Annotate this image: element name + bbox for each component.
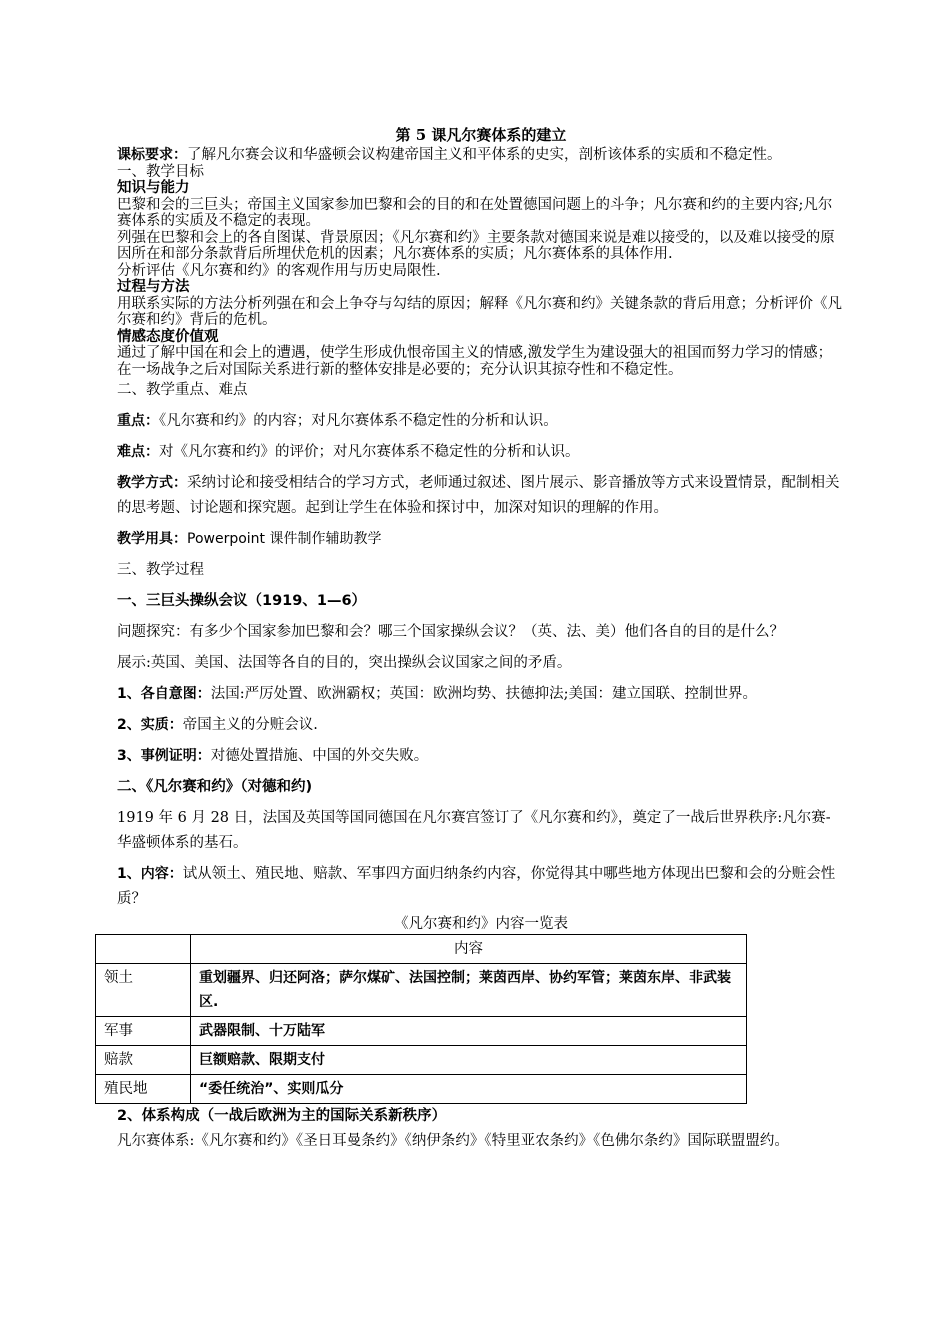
- table-cell-content: 重划疆界、归还阿洛；萨尔煤矿、法国控制；莱茵西岸、协约军管；莱茵东岸、非武装区.: [191, 964, 747, 1017]
- evidence-item: [117, 744, 845, 769]
- text: Powerpoint 课件制作辅助教学: [187, 531, 382, 547]
- table-cell-content: 武器限制、十万陆军: [191, 1017, 747, 1046]
- content-question: [117, 862, 845, 912]
- part-heading: 2、体系构成（一战后欧洲为主的国际关系新秩序）: [117, 1108, 447, 1124]
- key-point: [117, 409, 845, 434]
- section-heading: 一、教学目标: [117, 163, 204, 180]
- paragraph: 巴黎和会的三巨头；帝国主义国家参加巴黎和会的目的和在处置德国问题上的斗争；凡尔赛和约的主要内容;凡尔赛体系的实质及不稳定的表现。: [117, 196, 833, 229]
- table-caption: 《凡尔赛和约》内容一览表: [394, 916, 568, 932]
- question: 问题探究：有多少个国家参加巴黎和会？哪三个国家操纵会议？（英、法、美）他们各自的目的是什么？: [117, 624, 784, 640]
- table-cell-category: 军事: [96, 1017, 191, 1046]
- label: 教学用具：: [117, 531, 187, 547]
- table-header-cell: [96, 935, 191, 964]
- page-title: 第 5 课凡尔赛体系的建立: [395, 126, 567, 144]
- paragraph: 展示:英国、美国、法国等各自的目的，突出操纵会议国家之间的矛盾。: [117, 655, 572, 671]
- paragraph: 用联系实际的方法分析列强在和会上争夺与勾结的原因；解释《凡尔赛和约》关键条款的背后用意；分析评价《凡尔赛和约》背后的危机。: [117, 295, 842, 328]
- text: 对德处置措施、中国的外交失败。: [210, 748, 429, 764]
- treaty-content-table: [95, 934, 747, 1104]
- label: 2、实质：: [117, 717, 183, 733]
- text: 帝国主义的分赃会议.: [182, 717, 318, 733]
- text: 法国:严厉处置、欧洲霸权；英国：欧洲均势、扶德抑法;美国：建立国联、控制世界。: [210, 686, 758, 702]
- system-block: [117, 1104, 845, 1154]
- table-header-row: [96, 935, 747, 964]
- paragraph: 凡尔赛体系:《凡尔赛和约》《圣日耳曼条约》《纳伊条约》《特里亚农条约》《色佛尔条约》国际联盟盟约。: [117, 1133, 789, 1149]
- table-row: [96, 1046, 747, 1075]
- subheading-knowledge: 知识与能力: [117, 180, 190, 196]
- section-heading: 二、教学重点、难点: [117, 382, 248, 398]
- document-body: [104, 125, 845, 1154]
- label: 教学方式：: [117, 475, 187, 491]
- text: 采纳讨论和接受相结合的学习方式，老师通过叙述、图片展示、影音播放等方式来设置情景，配制相关的思考题、讨论题和探究题。起到让学生在体验和探讨中，加深对知识的理解的作用。: [117, 475, 840, 516]
- table-row: [96, 1017, 747, 1046]
- part-heading: 一、三巨头操纵会议（1919、1—6）: [117, 593, 367, 609]
- paragraph: 列强在巴黎和会上的各自图谋、背景原因；《凡尔赛和约》主要条款对德国来说是难以接受的，以及难以接受的原因所在和部分条款背后所埋伏危机的因素；凡尔赛体系的实质；凡尔赛体系的具体作用.: [117, 229, 835, 262]
- intent-item: [117, 682, 845, 707]
- text: 《凡尔赛和约》的内容；对凡尔赛体系不稳定性的分析和认识。: [159, 413, 558, 429]
- subheading-process: 过程与方法: [117, 279, 190, 295]
- table-row: [96, 964, 747, 1017]
- label: 难点：: [117, 444, 159, 460]
- table-row: [96, 1075, 747, 1104]
- curriculum-requirement: [117, 147, 845, 164]
- essence-item: [117, 713, 845, 738]
- label: 1、各自意图：: [117, 686, 211, 702]
- teaching-tools: [117, 527, 845, 552]
- subheading-emotion: 情感态度价值观: [117, 328, 219, 345]
- part-heading: 二、《凡尔赛和约》（对德和约): [117, 779, 313, 795]
- table-cell-content: 巨额赔款、限期支付: [191, 1046, 747, 1075]
- label: 课标要求：: [117, 147, 187, 163]
- paragraph: 1919 年 6 月 28 日，法国及英国等国同德国在凡尔赛宫签订了《凡尔赛和约》，奠定了一战后世界秩序:凡尔赛-华盛顿体系的基石。: [117, 810, 831, 851]
- section-heading: 三、教学过程: [117, 562, 204, 578]
- table-cell-category: 领土: [96, 964, 191, 1017]
- label: 3、事例证明：: [117, 748, 211, 764]
- text: 试从领土、殖民地、赔款、军事四方面归纳条约内容，你觉得其中哪些地方体现出巴黎和会的分赃会性质？: [117, 866, 836, 907]
- objectives-block: [117, 147, 845, 378]
- paragraph: 分析评估《凡尔赛和约》的客观作用与历史局限性.: [117, 262, 441, 279]
- table-cell-category: 殖民地: [96, 1075, 191, 1104]
- process-block: [117, 378, 845, 912]
- paragraph: 通过了解中国在和会上的遭遇，使学生形成仇恨帝国主义的情感,激发学生为建设强大的祖国而努力学习的情感；在一场战争之后对国际关系进行新的整体安排是必要的；充分认识其掠夺性和不稳定性。: [117, 345, 833, 378]
- table-header-cell: 内容: [191, 935, 747, 964]
- table-cell-content: “委任统治”、实则瓜分: [191, 1075, 747, 1104]
- label: 重点：: [117, 413, 159, 429]
- text: 了解凡尔赛会议和华盛顿会议构建帝国主义和平体系的史实，剖析该体系的实质和不稳定性。: [187, 147, 782, 163]
- table-cell-category: 赔款: [96, 1046, 191, 1075]
- difficult-point: [117, 440, 845, 465]
- text: 对《凡尔赛和约》的评价；对凡尔赛体系不稳定性的分析和认识。: [159, 444, 580, 460]
- teaching-method: [117, 471, 845, 521]
- label: 1、内容：: [117, 866, 183, 882]
